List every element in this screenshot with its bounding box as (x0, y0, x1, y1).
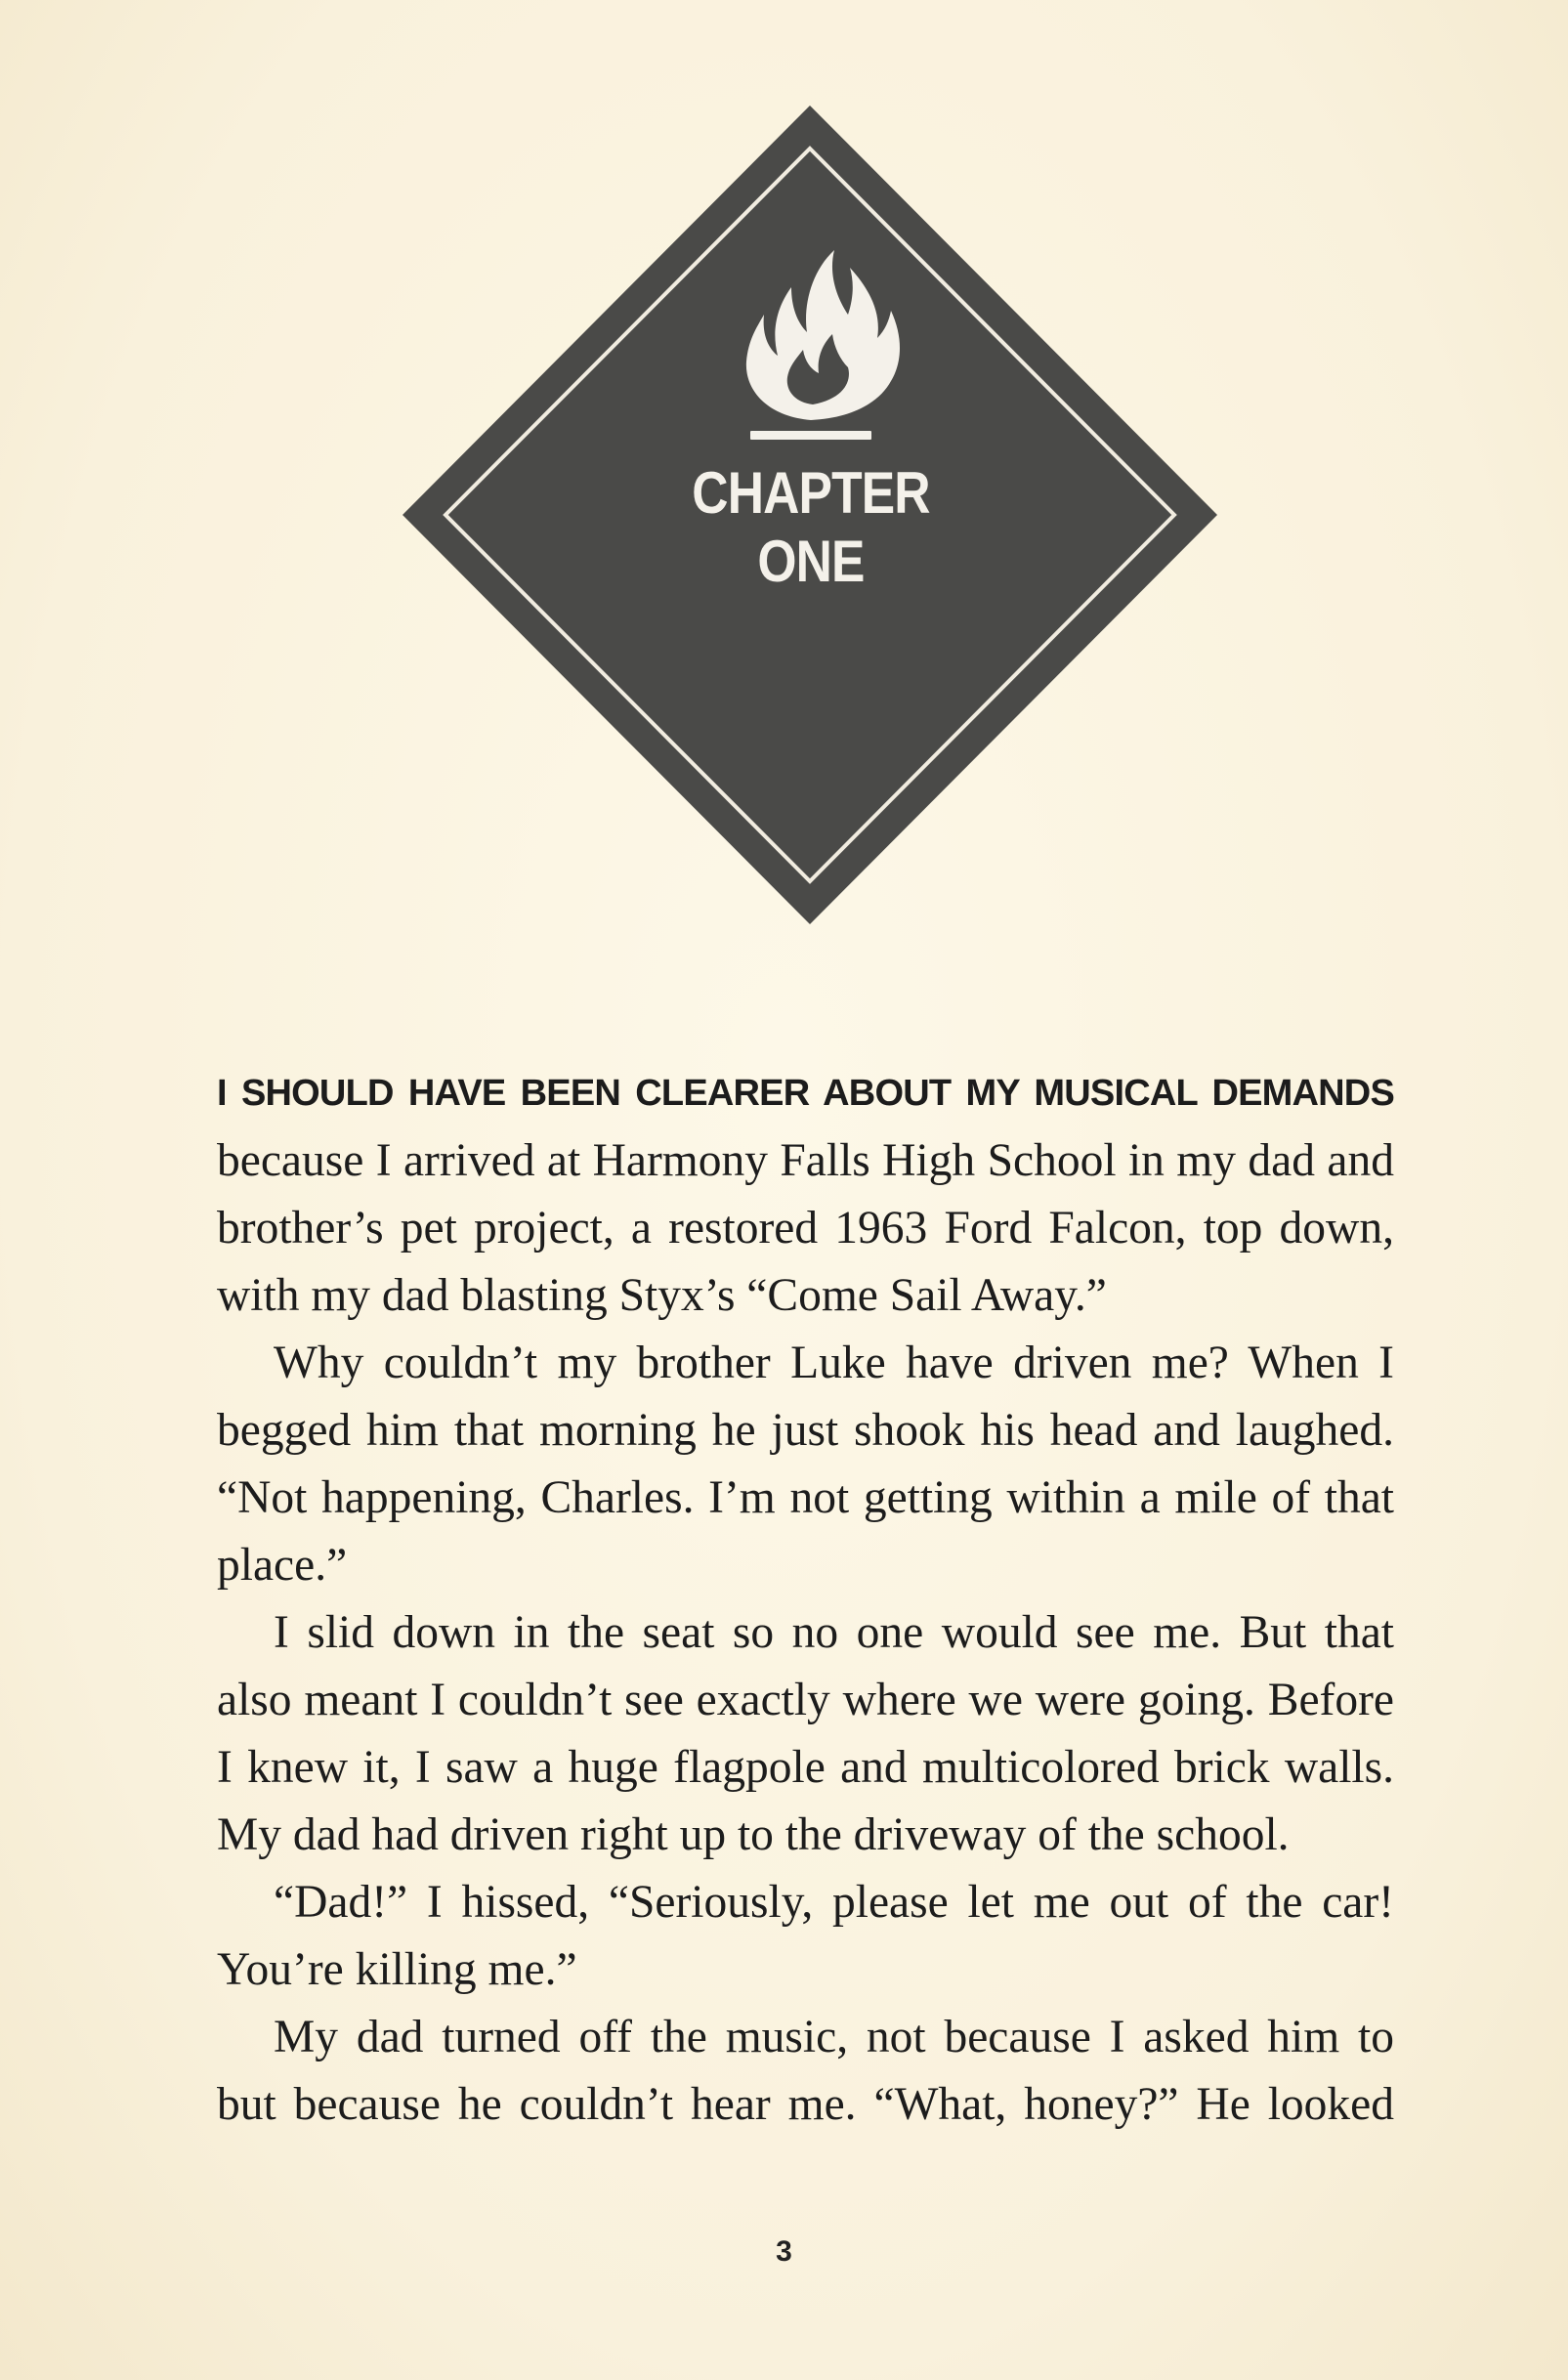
text-line: place.” (217, 1540, 348, 1591)
text-line: also meant I couldn’t see exactly where we were going. Before (217, 1675, 1394, 1725)
paragraph-4 (217, 1869, 1394, 2004)
chapter-title-line2: ONE (757, 529, 865, 594)
paragraph-2 (217, 1330, 1394, 1599)
lead-in-heading: I SHOULD HAVE BEEN CLEARER ABOUT MY MUSICAL DEMANDS (217, 1073, 1394, 1114)
chapter-title (617, 459, 1004, 596)
paragraph-3 (217, 1599, 1394, 1869)
text-line: You’re killing me.” (217, 1944, 577, 1995)
text-line: Why couldn’t my brother Luke have driven me? When I (274, 1338, 1394, 1388)
text-line: brother’s pet project, a restored 1963 Ford Falcon, top down, (217, 1203, 1394, 1254)
text-line: but because he couldn’t hear me. “What, honey?” He looked (217, 2079, 1394, 2130)
paragraph-1 (217, 1127, 1394, 1330)
text-line: My dad had driven right up to the driveway of the school. (217, 1809, 1290, 1860)
text-line: I slid down in the seat so no one would see me. But that (274, 1607, 1394, 1658)
text-line: I knew it, I saw a huge flagpole and multicolored brick walls. (217, 1742, 1394, 1793)
text-line: “Not happening, Charles. I’m not getting within a mile of that (217, 1472, 1394, 1523)
chapter-body (217, 1060, 1394, 2139)
text-line: My dad turned off the music, not because I asked him to (274, 2012, 1394, 2062)
text-line: because I arrived at Harmony Falls High School in my dad and (217, 1135, 1394, 1186)
text-line: “Dad!” I hissed, “Seriously, please let me out of the car! (274, 1877, 1394, 1928)
paragraph-5 (217, 2004, 1394, 2139)
text-line: begged him that morning he just shook his head and laughed. (217, 1405, 1394, 1456)
text-line: with my dad blasting Styx’s “Come Sail Away.” (217, 1270, 1107, 1321)
page-number: 3 (776, 2235, 792, 2268)
chapter-title-line1: CHAPTER (692, 460, 930, 526)
